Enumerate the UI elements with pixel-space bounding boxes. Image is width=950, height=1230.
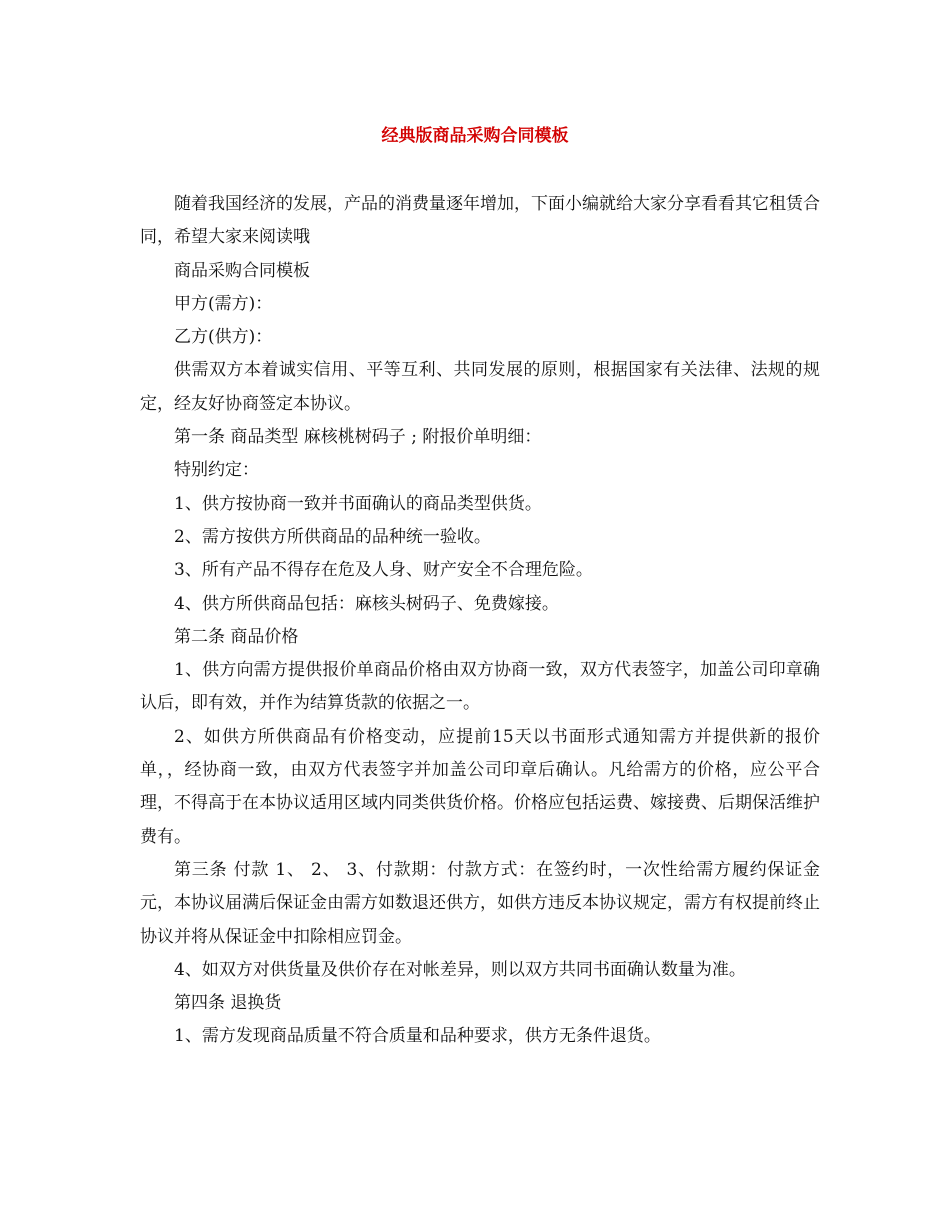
paragraph-intro: 随着我国经济的发展，产品的消费量逐年增加，下面小编就给大家分享看看其它租赁合同，希望大家来阅读哦 xyxy=(140,194,820,248)
paragraph-term-3: 3、所有产品不得存在危及人身、财产安全不合理危险。 xyxy=(174,560,593,581)
paragraph-party-b: 乙方(供方)： xyxy=(174,327,273,348)
paragraph-return-1: 1、需方发现商品质量不符合质量和品种要求，供方无条件退货。 xyxy=(174,1026,661,1047)
paragraph-special-terms: 特别约定： xyxy=(174,460,259,481)
paragraph-preamble: 供需双方本着诚实信用、平等互利、共同发展的原则，根据国家有关法律、法规的规定，经友好协商签定本协议。 xyxy=(140,360,820,414)
paragraph-article-4: 第四条 退换货 xyxy=(174,993,282,1014)
paragraph-article-1: 第一条 商品类型 麻核桃树码子 ; 附报价单明细： xyxy=(174,427,542,448)
document-title: 经典版商品采购合同模板 xyxy=(381,126,569,146)
paragraph-party-a: 甲方(需方)： xyxy=(174,293,273,314)
paragraph-price-1: 1、供方向需方提供报价单商品价格由双方协商一致，双方代表签字，加盖公司印章确认后，即有效，并作为结算货款的依据之一。 xyxy=(140,660,820,714)
paragraph-contract-name: 商品采购合同模板 xyxy=(174,260,310,281)
paragraph-article-3: 第三条 付款 1、 2、 3、付款期：付款方式：在签约时，一次性给需方履约保证金元，本协议届满后保证金由需方如数退还供方，如供方违反本协议规定，需方有权提前终止协议并将从保证金中扣除相应罚金。 xyxy=(140,859,820,947)
paragraph-payment-4: 4、如双方对供货量及供价存在对帐差异，则以双方共同书面确认数量为准。 xyxy=(174,959,746,980)
paragraph-term-2: 2、需方按供方所供商品的品种统一验收。 xyxy=(174,526,491,547)
paragraph-article-2: 第二条 商品价格 xyxy=(174,626,299,647)
document-body xyxy=(140,188,820,1054)
paragraph-term-1: 1、供方按协商一致并书面确认的商品类型供货。 xyxy=(174,493,542,514)
paragraph-price-2: 2、如供方所供商品有价格变动，应提前15天以书面形式通知需方并提供新的报价单，，经协商一致，由双方代表签字并加盖公司印章后确认。凡给需方的价格，应公平合理，不得高于在本协议适用区域内同类供货价格。价格应包括运费、嫁接费、后期保活维护费有。 xyxy=(140,726,820,847)
paragraph-term-4: 4、供方所供商品包括：麻核头树码子、免费嫁接。 xyxy=(174,593,559,614)
